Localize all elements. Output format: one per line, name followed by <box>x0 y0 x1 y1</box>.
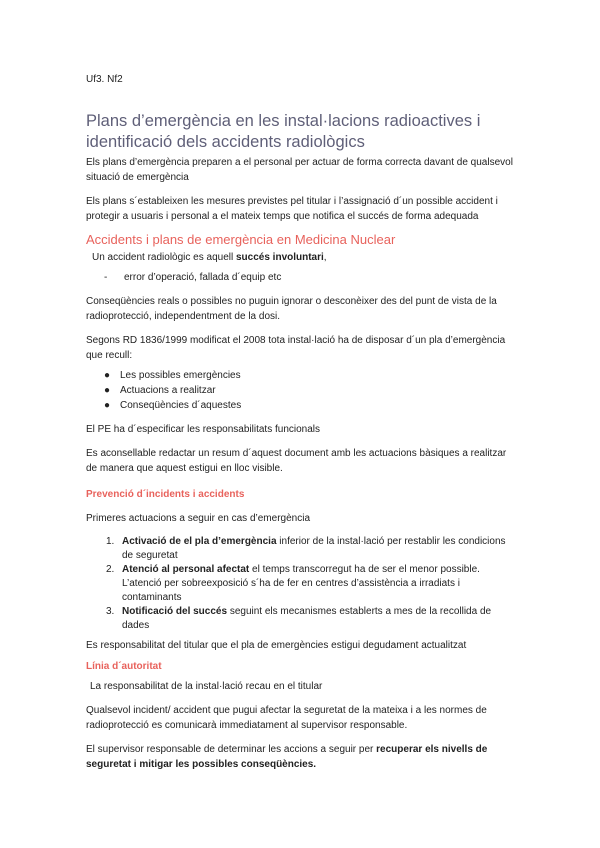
item-bold: Activació de el pla d’emergència <box>122 536 277 547</box>
list-item <box>104 368 514 383</box>
item-number: 1. <box>106 536 115 547</box>
item-text: el temps transcorregut ha de ser el menor possible. L’atenció per sobreexposició s´ha de fer en centres d’assistència a irradiats i contaminants <box>122 564 480 603</box>
section-heading-authority: Línia d´autoritat <box>86 661 162 672</box>
item-bold: Atenció al personal afectat <box>122 564 250 575</box>
first-actions-list <box>86 535 514 633</box>
item-number: 3. <box>106 606 115 617</box>
dash-marker: - <box>104 272 108 283</box>
item-bold: Notificació del succés <box>122 606 228 617</box>
bullet-marker: ● <box>104 370 111 381</box>
plan-contents-list <box>86 368 514 413</box>
section-heading-prevention: Prevenció d´incidents i accidents <box>86 489 245 500</box>
rd-paragraph: Segons RD 1836/1999 modificat el 2008 tota instal·lació ha de disposar d´un pla d’emergència que recull: <box>86 335 506 361</box>
document-title: Plans d’emergència en les instal·lacions radioactives i identificació dels accidents radiològics <box>86 112 481 151</box>
section-heading-accidents: Accidents i plans de emergència en Medicina Nuclear <box>86 232 396 247</box>
authority-paragraph: La responsabilitat de la instal·lació recau en el titular <box>90 681 323 692</box>
dash-item-text: error d’operació, fallada d´equip etc <box>124 272 282 283</box>
item-number: 2. <box>106 564 115 575</box>
update-responsibility-paragraph: Es responsabilitat del titular que el pla de emergències estigui degudament actualitzat <box>86 640 467 651</box>
consequences-paragraph: Conseqüències reals o possibles no puguin ignorar o desconèixer des del punt de vista de la radioprotecció, independentment de la dosi. <box>86 296 497 322</box>
list-item <box>106 563 514 605</box>
item-text: seguint els mecanismes establerts a mes de la recollida de dades <box>122 606 492 631</box>
incident-paragraph: Qualsevol incident/ accident que pugui afectar la seguretat de la mateixa i a les normes de radioprotecció es comunicarà immediatament al supervisor responsable. <box>86 705 487 731</box>
supervisor-bold: recuperar els nivells de seguretat i mitigar les possibles conseqüències. <box>86 744 488 770</box>
pe-paragraph: El PE ha d´especificar les responsabilitats funcionals <box>86 424 321 435</box>
intro-paragraph-1: Els plans d’emergència preparen a el personal per actuar de forma correcta davant de qualsevol situació de emergència <box>86 157 513 183</box>
list-item <box>104 383 514 398</box>
list-item-text: Les possibles emergències <box>120 370 241 381</box>
list-item <box>106 535 514 563</box>
bullet-marker: ● <box>104 400 111 411</box>
supervisor-paragraph <box>86 742 514 772</box>
accident-definition-pre: Un accident radiològic es aquell <box>92 252 236 263</box>
document-header: Uf3. Nf2 <box>86 74 123 85</box>
supervisor-text: El supervisor responsable de determinar les accions a seguir per <box>86 744 377 755</box>
accident-definition-post: , <box>323 252 327 263</box>
list-item-text: Conseqüències d´aquestes <box>120 400 242 411</box>
intro-paragraph-2: Els plans s´estableixen les mesures previstes pel titular i l’assignació d´un possible accident i protegir a usuaris i personal a el mateix temps que notifica el succés de forma adequada <box>86 196 498 222</box>
list-item-text: Actuacions a realitzar <box>120 385 216 396</box>
item-text: inferior de la instal·lació per restablir les condicions de seguretat <box>122 536 506 561</box>
first-actions-lead: Primeres actuacions a seguir en cas d’emergència <box>86 513 310 524</box>
list-item <box>106 605 514 633</box>
dash-list-item <box>86 270 514 285</box>
bullet-marker: ● <box>104 385 111 396</box>
list-item <box>104 398 514 413</box>
accident-definition-bold: succés involuntari <box>235 252 324 263</box>
summary-paragraph: Es aconsellable redactar un resum d´aquest document amb les actuacions bàsiques a realitzar de manera que aquest estigui en lloc visible. <box>86 448 507 474</box>
accident-definition <box>86 250 514 265</box>
